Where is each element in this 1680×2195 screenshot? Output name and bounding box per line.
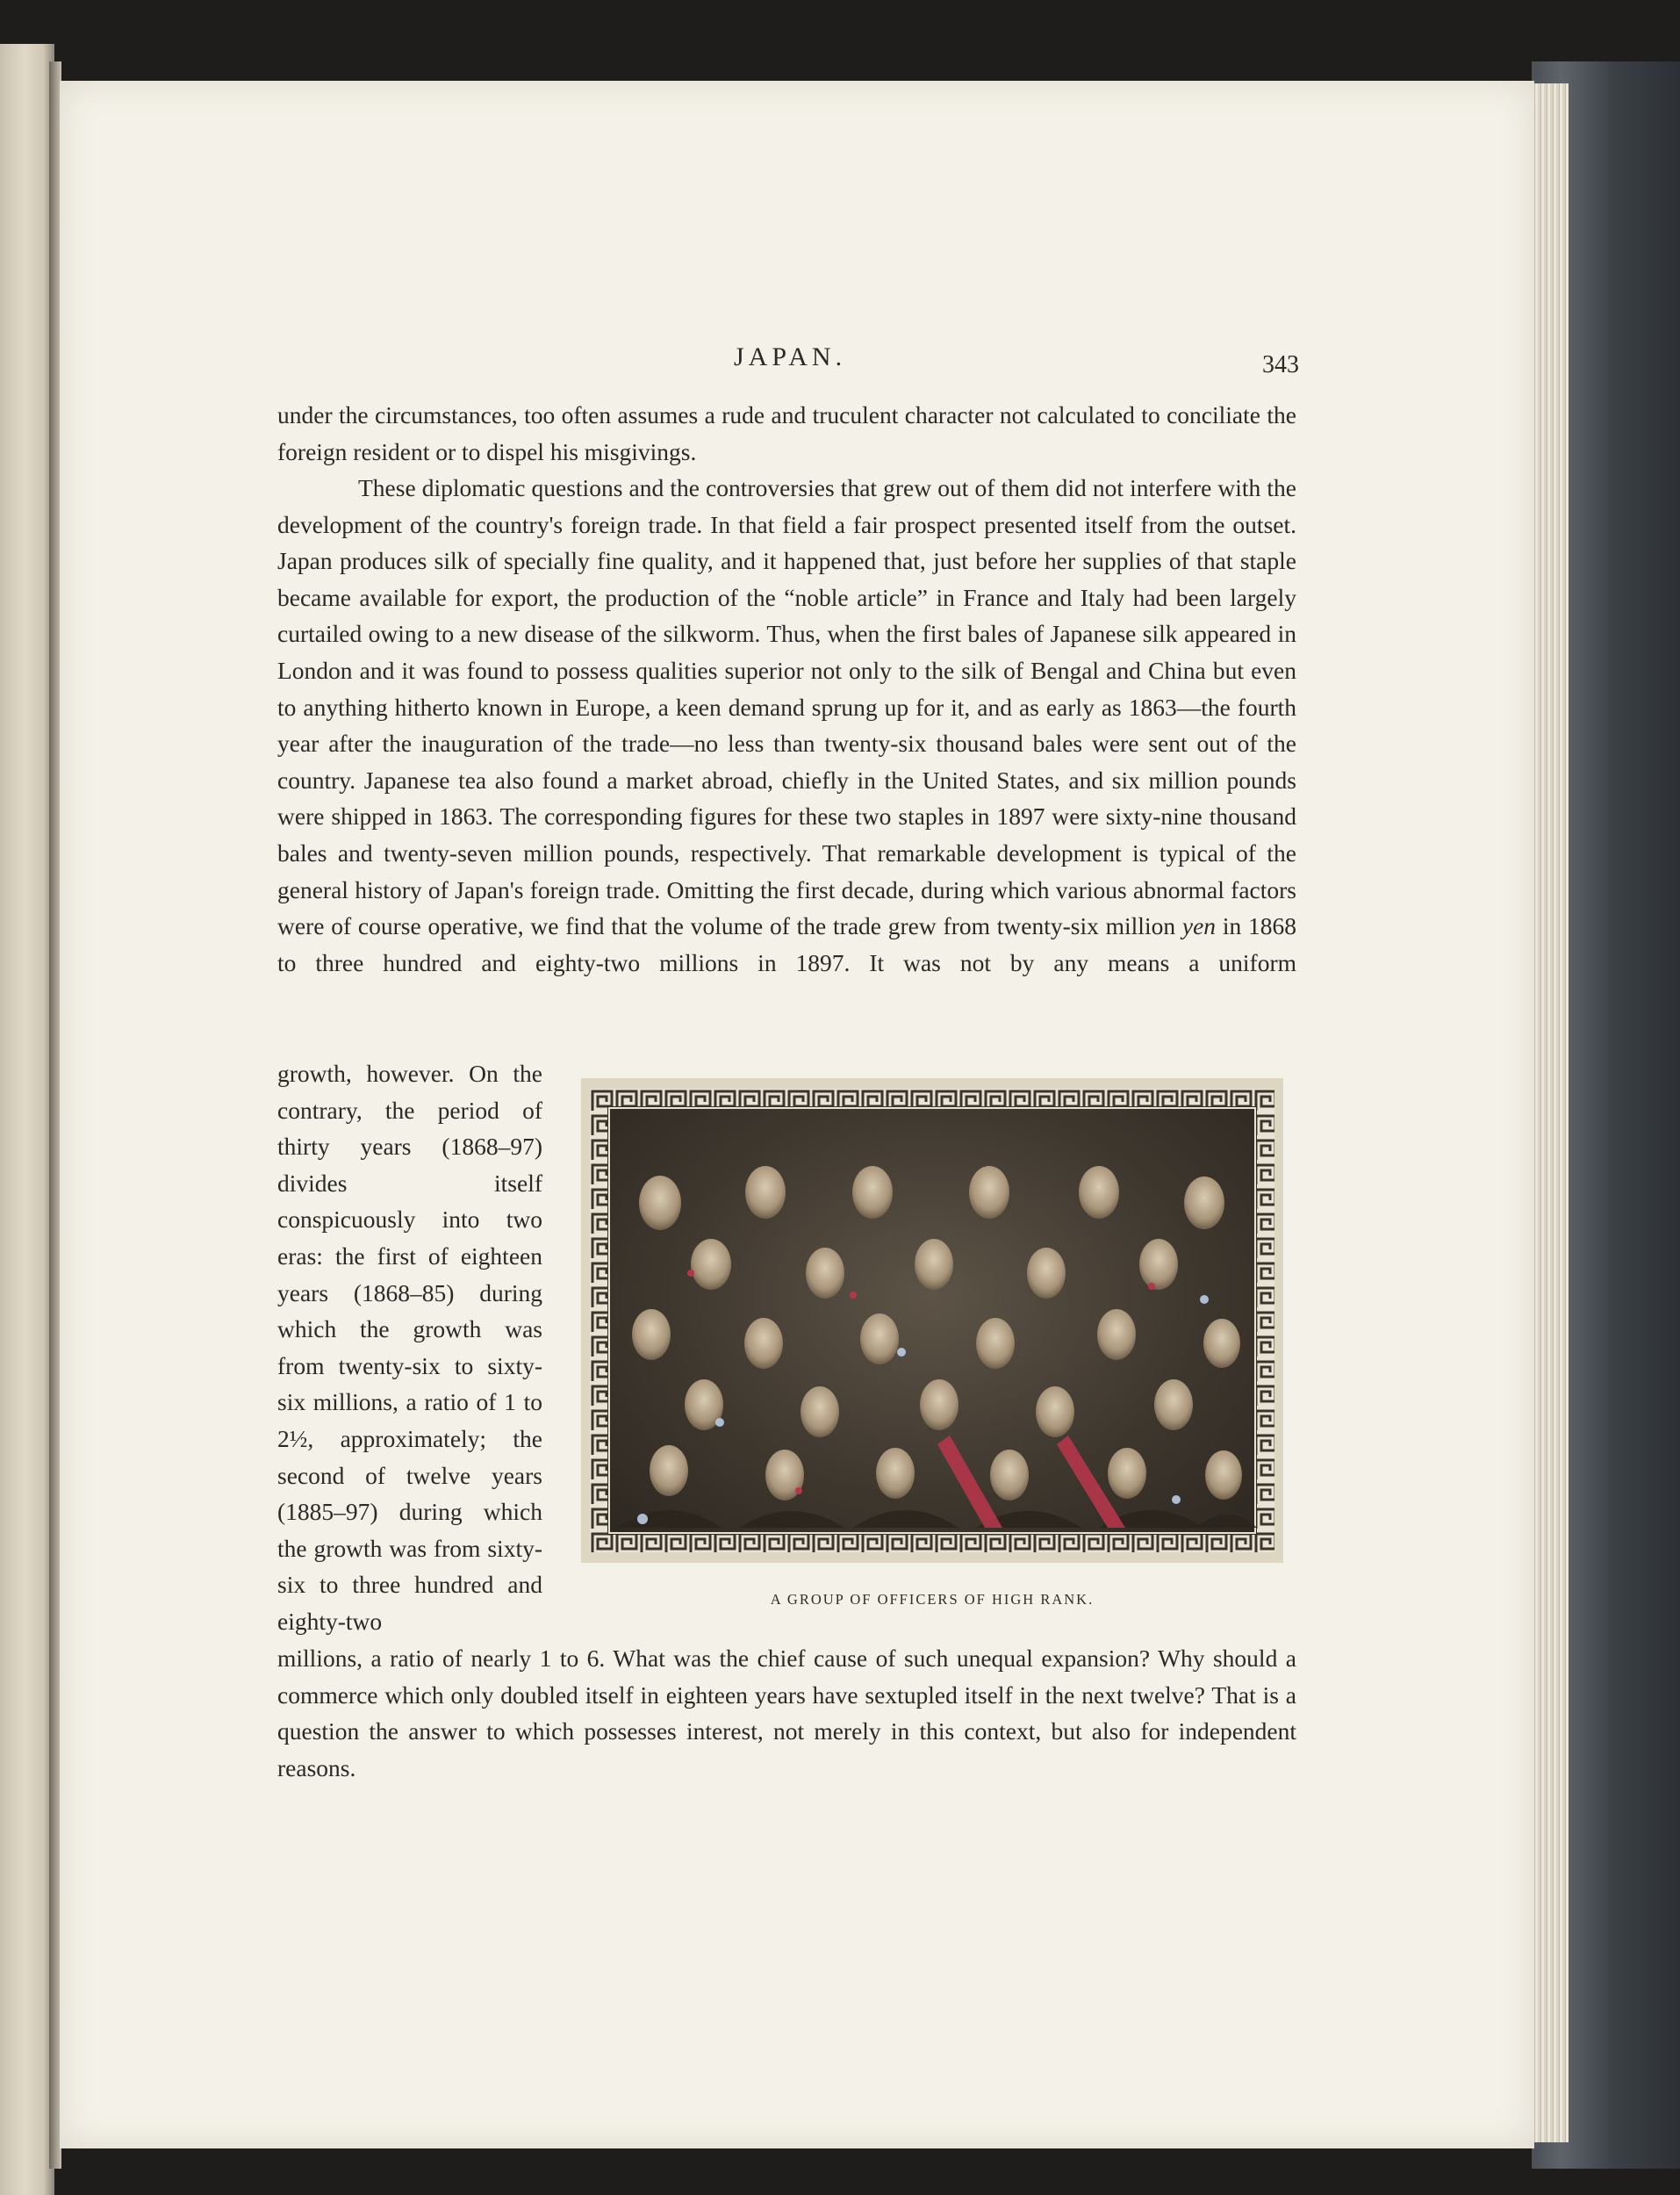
- paragraph-trade: [277, 470, 1296, 981]
- photo-illustration: [590, 1089, 1274, 1552]
- page-number: 343: [1262, 351, 1299, 378]
- yen-italic: yen: [1181, 912, 1217, 940]
- paragraph-continued: under the circumstances, too often assumes a rude and truculent character not calculated to conciliate the foreign resident or to dispel his misgivings.: [277, 401, 1296, 465]
- running-head: JAPAN.: [734, 342, 847, 371]
- facing-page-edge: [0, 44, 54, 2195]
- group-photograph: [590, 1089, 1274, 1552]
- paragraph-trade-text: These diplomatic questions and the controversies that grew out of them did not interfere with the development of the country's foreign trade. In that field a fair prospect presented itself from the outset. Japan produces silk of specially fine quality, and it happened that, just before her supplies of that staple became available for export, the production of the “noble article” in France and Italy had been largely curtailed owing to a new disease of the silkworm. Thus, when the first bales of Japanese silk appeared in London and it was found to possess qualities superior not only to the silk of Bengal and China but even to anything hitherto known in Europe, a keen demand sprung up for it, and as early as 1863—the fourth year after the inauguration of the trade—no less than twenty-six thousand bales were sent out of the country. Japanese tea also found a market abroad, chiefly in the United States, and six million pounds were shipped in 1863. The corresponding figures for these two staples in 1897 were sixty-nine thousand bales and twenty-seven million pounds, respectively. That remarkable development is typical of the general history of Japan's foreign trade. Omitting the first decade, during which various abnormal factors were of course operative, we find that the volume of the trade grew from twenty-six million: [277, 474, 1296, 940]
- paragraph-conclusion: millions, a ratio of nearly 1 to 6. What was the chief cause of such unequal expansion? Why should a commerce which only doubled itself in eighteen years have sextupled itself in the next twelve? That is a question the answer to which possesses interest, not merely in this context, but also for independent reasons.: [277, 1644, 1296, 1781]
- photo-plate: [581, 1078, 1283, 1563]
- paragraph-trade-tail: in 1868 to three hundred and eighty-two millions in 1897. It was not by any means a uniform: [277, 912, 1296, 976]
- text-beside-figure: growth, however. On the contrary, the period of thirty years (1868–97) divides itself conspicuously into two eras: the first of eighteen years (1868–85) during which the growth was from twenty-six to sixty-six millions, a ratio of 1 to 2½, approximately; the second of twelve years (1885–97) during which the growth was from sixty-six to three hundred and eighty-two: [277, 1060, 542, 1635]
- page-edges: [1532, 83, 1569, 2142]
- figure-caption: A GROUP OF OFFICERS OF HIGH RANK.: [770, 1591, 1095, 1608]
